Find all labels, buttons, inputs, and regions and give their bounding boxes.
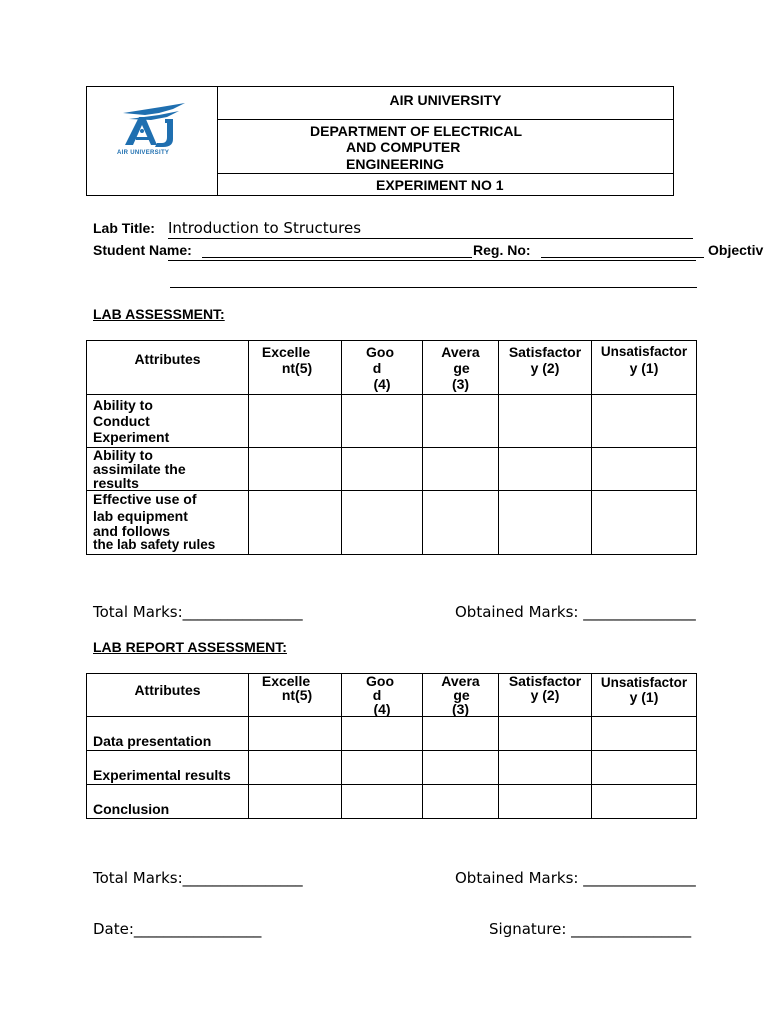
- score-cell[interactable]: [249, 491, 342, 555]
- score-cell[interactable]: [249, 785, 342, 819]
- report-assessment-title: LAB REPORT ASSESSMENT:: [93, 639, 287, 655]
- score-cell[interactable]: [423, 395, 499, 448]
- score-cell[interactable]: [499, 448, 592, 491]
- table-row: [87, 717, 697, 751]
- score-cell[interactable]: [592, 448, 697, 491]
- date-field[interactable]: Date:_________________: [93, 920, 262, 938]
- table-row: [87, 785, 697, 819]
- score-cell[interactable]: [249, 448, 342, 491]
- lab-assessment-title: LAB ASSESSMENT:: [93, 306, 225, 322]
- header-satisfactory: Satisfactor y (2): [499, 674, 592, 717]
- table-row: [87, 395, 697, 448]
- header-good: Goo d (4): [342, 341, 423, 395]
- row-attribute-lab-equipment: Effective use of lab equipment and follows the lab safety rules: [87, 491, 249, 555]
- objective-rule-1[interactable]: [168, 260, 696, 261]
- lab-total-marks[interactable]: Total Marks:________________: [93, 603, 303, 621]
- header-attributes: Attributes: [87, 341, 249, 395]
- score-cell[interactable]: [592, 717, 697, 751]
- row-attribute-conduct-experiment: Ability to Conduct Experiment: [87, 395, 249, 448]
- score-cell[interactable]: [423, 751, 499, 785]
- score-cell[interactable]: [499, 395, 592, 448]
- header-good: Goo d (4): [342, 674, 423, 717]
- row-attribute-experimental-results: Experimental results: [87, 751, 249, 785]
- header-excellent: Excelle nt(5): [249, 341, 342, 395]
- student-name-label: Student Name:: [93, 242, 192, 258]
- lab-assessment-table: [86, 340, 697, 555]
- score-cell[interactable]: [592, 751, 697, 785]
- header-average: Avera ge (3): [423, 341, 499, 395]
- reg-no-label: Reg. No:: [473, 242, 531, 258]
- department-line-3: ENGINEERING: [346, 156, 445, 172]
- header-unsatisfactory: Unsatisfactor y (1): [592, 341, 697, 395]
- score-cell[interactable]: [342, 785, 423, 819]
- score-cell[interactable]: [342, 491, 423, 555]
- score-cell[interactable]: [592, 395, 697, 448]
- score-cell[interactable]: [592, 785, 697, 819]
- lab-title-rule: [168, 238, 693, 239]
- header-divider-1: [218, 119, 674, 120]
- row-attribute-assimilate-results: Ability to assimilate the results: [87, 448, 249, 491]
- logo-cell: [87, 87, 218, 195]
- objective-rule-2[interactable]: [170, 287, 697, 288]
- header-satisfactory: Satisfactor y (2): [499, 341, 592, 395]
- logo-caption: AIR UNIVERSITY: [117, 150, 170, 156]
- score-cell[interactable]: [423, 717, 499, 751]
- score-cell[interactable]: [342, 751, 423, 785]
- row-attribute-conclusion: Conclusion: [87, 785, 249, 819]
- report-total-marks[interactable]: Total Marks:________________: [93, 869, 303, 887]
- score-cell[interactable]: [342, 395, 423, 448]
- header-excellent: Excelle nt(5): [249, 674, 342, 717]
- score-cell[interactable]: [249, 717, 342, 751]
- signature-field[interactable]: Signature: ________________: [489, 920, 692, 938]
- university-name: AIR UNIVERSITY: [389, 92, 502, 108]
- score-cell[interactable]: [249, 751, 342, 785]
- header-table: [86, 86, 674, 196]
- score-cell[interactable]: [499, 717, 592, 751]
- score-cell[interactable]: [423, 448, 499, 491]
- department-line-2: AND COMPUTER: [346, 139, 461, 155]
- lab-assessment-header-row: [87, 341, 697, 395]
- score-cell[interactable]: [249, 395, 342, 448]
- objective-label: Objectiv: [708, 242, 764, 258]
- reg-no-field[interactable]: [541, 257, 704, 258]
- score-cell[interactable]: [342, 717, 423, 751]
- experiment-number: EXPERIMENT NO 1: [376, 177, 504, 193]
- header-divider-2: [218, 173, 674, 174]
- report-obtained-marks[interactable]: Obtained Marks: _______________: [455, 869, 696, 887]
- table-row: [87, 751, 697, 785]
- report-assessment-table: [86, 673, 697, 819]
- report-header-row: [87, 674, 697, 717]
- score-cell[interactable]: [342, 448, 423, 491]
- table-row: [87, 448, 697, 491]
- lab-title-label: Lab Title:: [93, 220, 155, 236]
- score-cell[interactable]: [423, 491, 499, 555]
- score-cell[interactable]: [423, 785, 499, 819]
- department-line-1: DEPARTMENT OF ELECTRICAL: [310, 123, 523, 139]
- header-unsatisfactory: Unsatisfactor y (1): [592, 674, 697, 717]
- table-row: [87, 491, 697, 555]
- lab-title-value[interactable]: Introduction to Structures: [168, 219, 362, 237]
- student-name-field[interactable]: [202, 257, 472, 258]
- header-attributes: Attributes: [87, 674, 249, 717]
- score-cell[interactable]: [499, 785, 592, 819]
- score-cell[interactable]: [499, 751, 592, 785]
- header-average: Avera ge (3): [423, 674, 499, 717]
- score-cell[interactable]: [592, 491, 697, 555]
- row-attribute-data-presentation: Data presentation: [87, 717, 249, 751]
- lab-obtained-marks[interactable]: Obtained Marks: _______________: [455, 603, 696, 621]
- score-cell[interactable]: [499, 491, 592, 555]
